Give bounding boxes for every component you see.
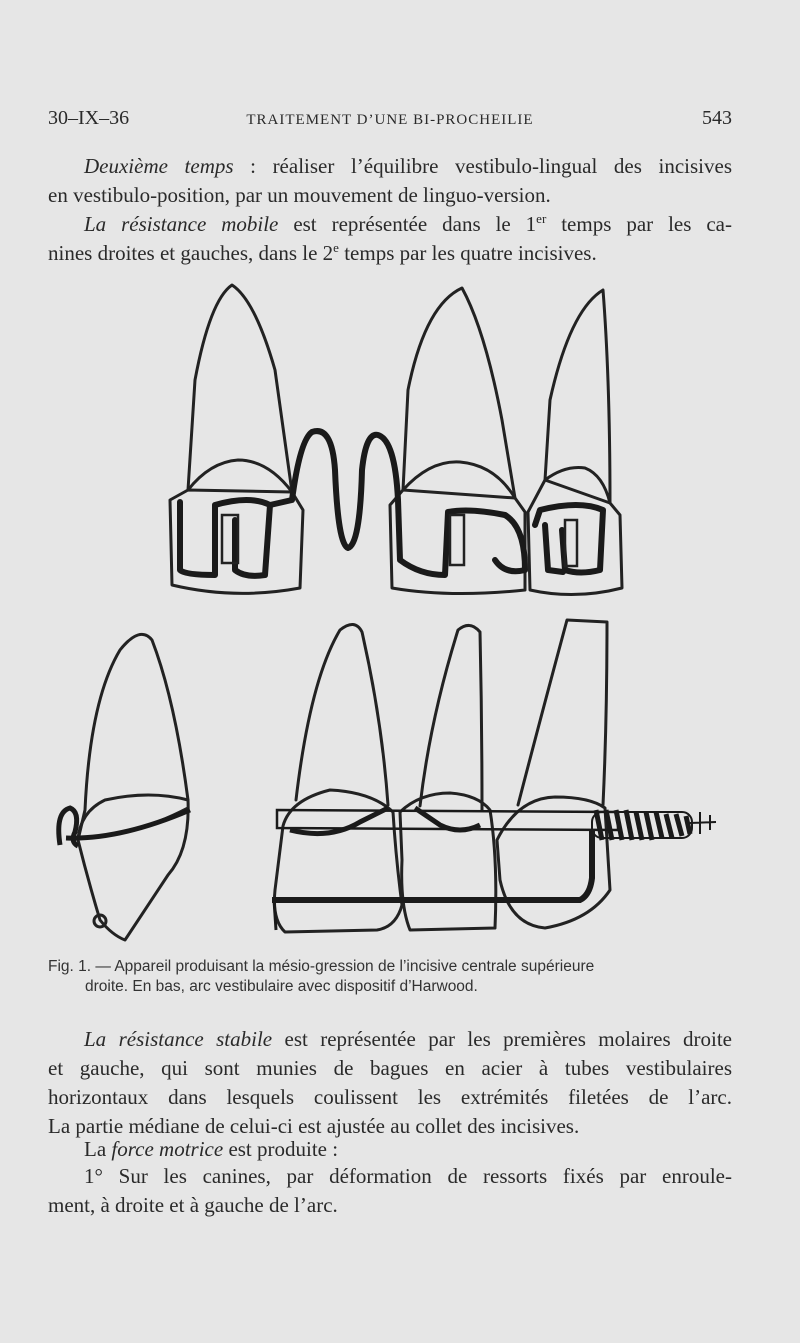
tooth-root <box>420 625 482 810</box>
text-span: temps par les quatre incisives. <box>338 241 597 265</box>
text-line <box>48 210 732 239</box>
figure-caption <box>48 957 732 997</box>
emphasis: La résistance stabile <box>84 1027 273 1051</box>
side-view-tooth <box>78 634 188 940</box>
text-span: : réaliser l’équilibre vestibulo-lingual des incisives <box>233 154 732 178</box>
caption-line <box>48 958 594 975</box>
arch-end <box>690 812 716 834</box>
front-view-teeth <box>274 620 610 932</box>
tube <box>450 515 464 565</box>
header-title: TRAITEMENT D’UNE BI-PROCHEILIE <box>246 112 534 128</box>
text-line: La partie médiane de celui-ci est ajustée au collet des incisives. <box>48 1114 580 1138</box>
paragraph-resistance-mobile <box>48 210 732 268</box>
tooth-root <box>518 620 607 805</box>
figure-dental-appliance <box>40 280 740 950</box>
wire <box>495 515 525 571</box>
figure-label: Fig. 1. <box>48 958 92 975</box>
text-line: ment, à droite et à gauche de l’arc. <box>48 1193 338 1217</box>
text-span: est produite : <box>223 1137 339 1161</box>
arch-lower-wire <box>272 830 592 900</box>
side-view-wire <box>59 808 190 846</box>
text-line <box>48 239 732 268</box>
paragraph-resistance-stabile <box>48 1025 732 1141</box>
text-line: 1° Sur les canines, par déformation de ressorts fixés par enroule- <box>84 1164 732 1188</box>
wire <box>180 500 270 576</box>
figure-drawing <box>40 280 740 950</box>
superscript: e <box>333 240 339 255</box>
paragraph-force-motrice <box>48 1135 732 1164</box>
text-span: est représentée par les premières molaires droite <box>272 1027 732 1051</box>
paragraph-canines <box>48 1162 732 1220</box>
page-number: 543 <box>702 107 732 129</box>
tooth-crown-top <box>545 468 610 504</box>
paragraph-deuxieme-temps <box>48 152 732 210</box>
text-span: temps par les ca- <box>546 212 732 236</box>
wire <box>270 431 505 575</box>
tooth-crown <box>400 793 496 930</box>
emphasis: La résistance mobile <box>84 212 279 236</box>
text-line <box>48 1025 732 1054</box>
tooth-root <box>403 288 515 498</box>
text-line: et gauche, qui sont munies de bagues en acier à tubes vestibulaires <box>48 1056 732 1080</box>
tooth-crown <box>390 490 525 594</box>
emphasis: Deuxième temps <box>84 154 234 178</box>
text-line <box>48 1135 732 1164</box>
text-span: — Appareil produisant la mésio-gression de l’incisive centrale supérieure <box>91 958 595 975</box>
header-date: 30–IX–36 <box>48 107 130 129</box>
superscript: er <box>536 211 547 226</box>
tooth-root <box>545 290 610 503</box>
text-line: horizontaux dans lesquels coulissent les extrémités filetées de l’arc. <box>48 1085 732 1109</box>
text-line <box>48 152 732 181</box>
text-span: nines droites et gauches, dans le 2 <box>48 241 334 265</box>
caption-line: droite. En bas, arc vestibulaire avec dispositif d’Harwood. <box>85 978 478 995</box>
text-span: La <box>84 1137 112 1161</box>
text-span: est représentée dans le 1 <box>278 212 537 236</box>
tooth-root <box>296 624 388 805</box>
tooth-crown-top <box>188 460 292 492</box>
emphasis: force motrice <box>111 1137 224 1161</box>
text-line: en vestibulo-position, par un mouvement de linguo-version. <box>48 183 551 207</box>
